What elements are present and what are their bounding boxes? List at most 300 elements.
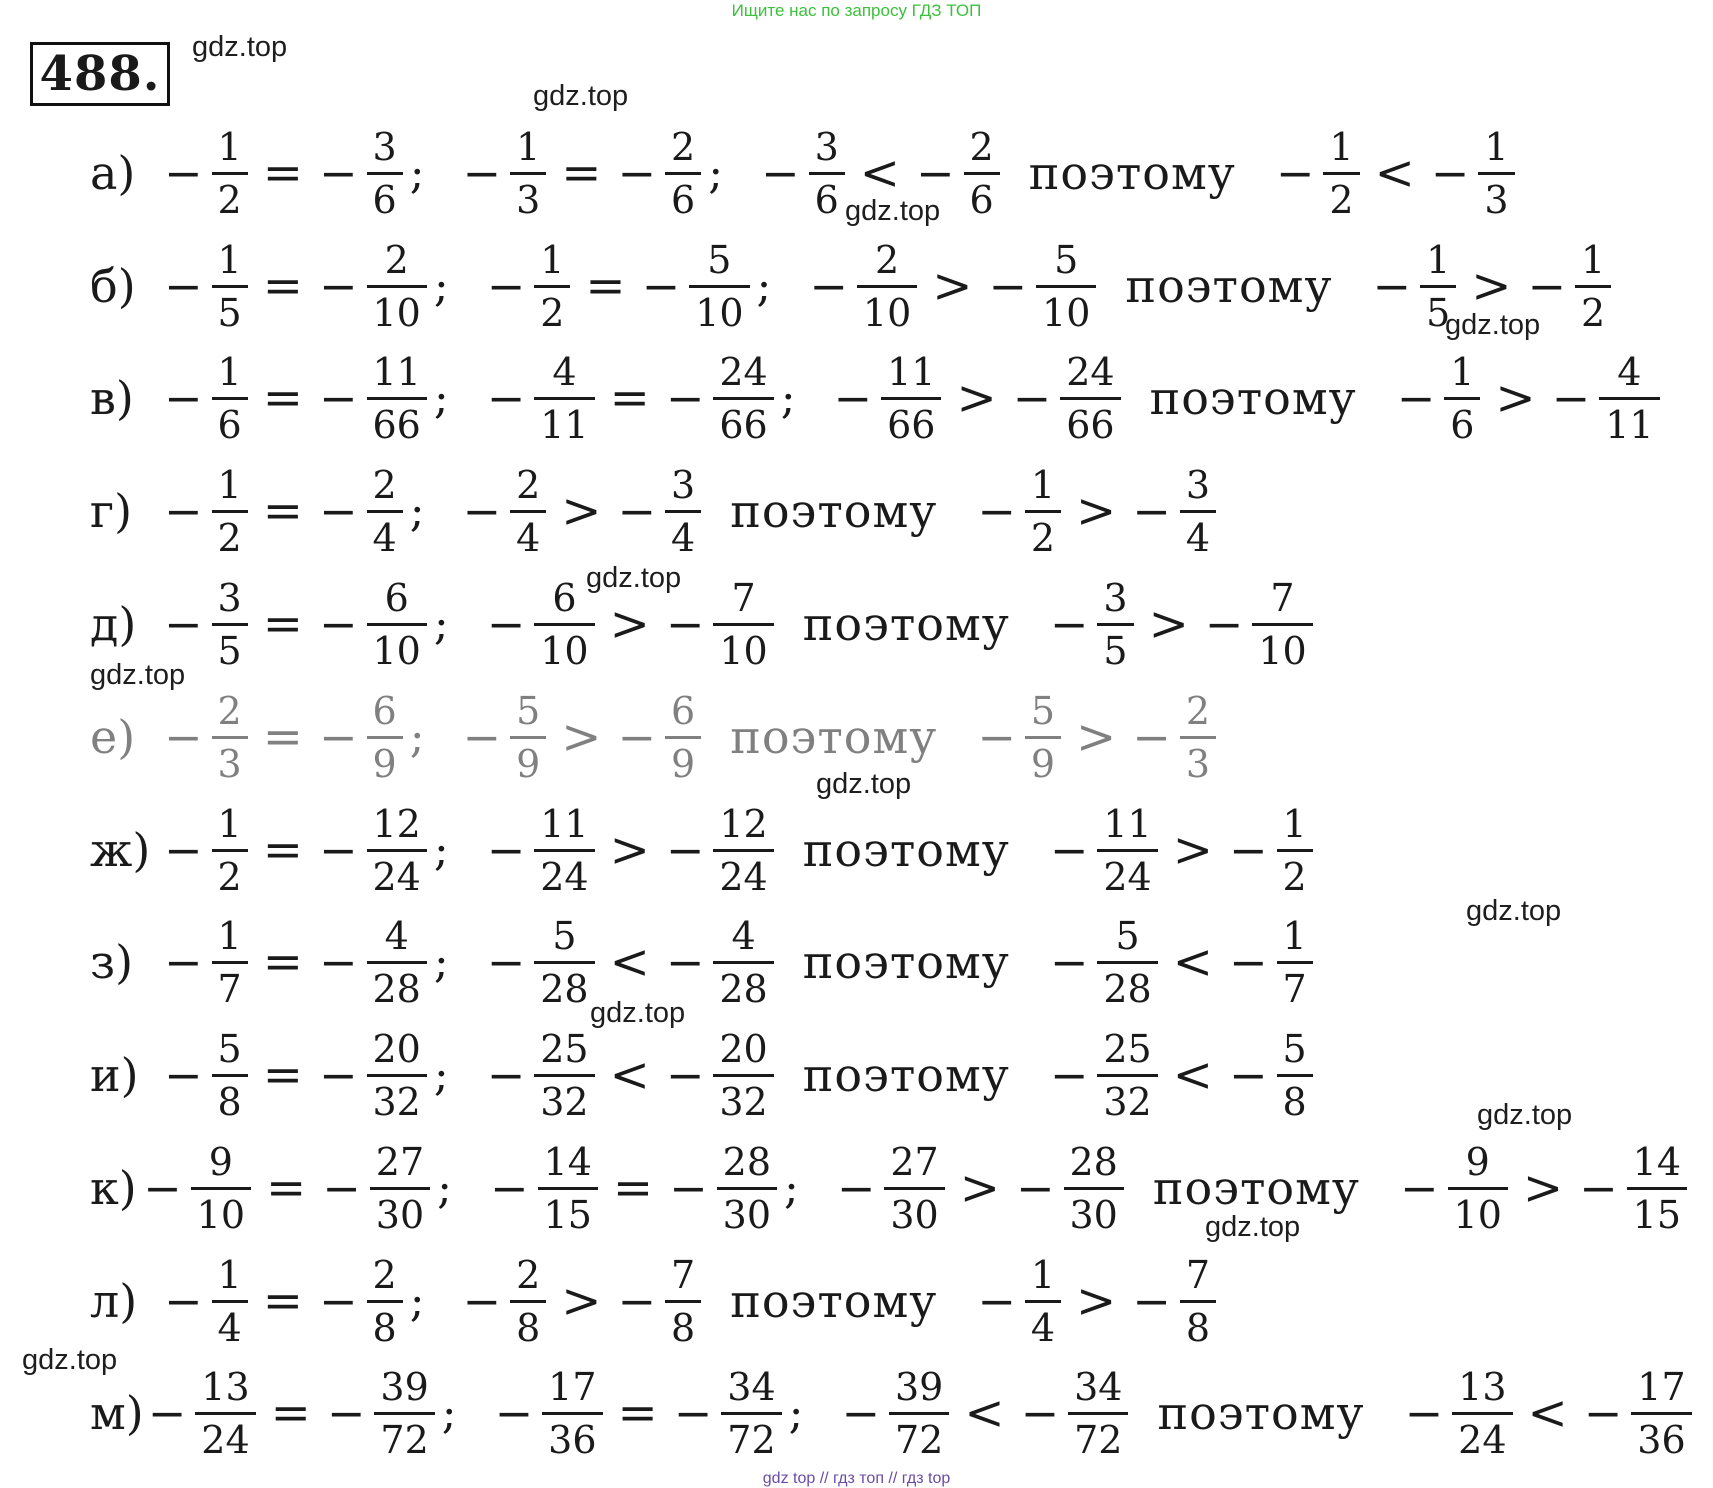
minus-sign: − bbox=[486, 259, 526, 313]
numerator: 1 bbox=[1329, 124, 1354, 169]
minus-sign: − bbox=[318, 259, 358, 313]
denominator: 10 bbox=[1036, 285, 1096, 338]
watermark: gdz.top bbox=[1205, 1211, 1301, 1243]
equation-row bbox=[90, 795, 1690, 905]
numerator: 4 bbox=[552, 349, 577, 394]
numerator: 3 bbox=[372, 124, 397, 169]
minus-sign: − bbox=[977, 484, 1016, 538]
numerator: 5 bbox=[552, 913, 577, 958]
comparison-segment bbox=[160, 1250, 459, 1353]
minus-sign: − bbox=[164, 823, 203, 877]
minus-sign: − bbox=[164, 1274, 203, 1328]
fraction bbox=[889, 1362, 949, 1465]
denominator: 5 bbox=[1097, 623, 1133, 676]
numerator: 24 bbox=[719, 349, 768, 394]
denominator: 24 bbox=[195, 1412, 255, 1465]
minus-sign: − bbox=[462, 1274, 502, 1328]
operator: < bbox=[609, 934, 650, 990]
numerator: 39 bbox=[895, 1364, 944, 1409]
denominator: 2 bbox=[1575, 285, 1611, 338]
separator: ; bbox=[433, 260, 449, 312]
fraction bbox=[713, 1024, 773, 1127]
fraction bbox=[212, 573, 248, 676]
operator: > bbox=[561, 1273, 602, 1329]
numerator: 13 bbox=[1458, 1364, 1507, 1409]
numerator: 1 bbox=[217, 349, 242, 394]
separator: ; bbox=[756, 260, 772, 312]
fraction bbox=[1097, 1024, 1157, 1127]
fraction bbox=[370, 1137, 430, 1240]
row-label: г) bbox=[90, 484, 133, 538]
denominator: 8 bbox=[1277, 1074, 1313, 1127]
equation-row bbox=[90, 907, 1690, 1017]
result-comparison bbox=[1393, 347, 1663, 450]
numerator: 5 bbox=[1030, 688, 1056, 733]
minus-sign: − bbox=[1228, 935, 1268, 989]
denominator: 10 bbox=[1448, 1187, 1508, 1240]
comparison-segment bbox=[160, 460, 459, 563]
minus-sign: − bbox=[665, 1048, 705, 1102]
denominator: 10 bbox=[367, 623, 427, 676]
fraction bbox=[367, 1024, 427, 1127]
fraction bbox=[542, 1362, 602, 1465]
minus-sign: − bbox=[988, 259, 1028, 313]
denominator: 72 bbox=[889, 1412, 949, 1465]
denominator: 6 bbox=[1444, 397, 1480, 450]
footer: gdz top // гдз топ // гдз top bbox=[762, 1470, 951, 1487]
denominator: 10 bbox=[367, 285, 427, 338]
numerator: 6 bbox=[552, 575, 577, 620]
operator: > bbox=[932, 258, 973, 314]
denominator: 15 bbox=[1627, 1187, 1687, 1240]
numerator: 34 bbox=[727, 1364, 776, 1409]
fraction bbox=[665, 460, 701, 563]
comparison-segment bbox=[757, 122, 1007, 225]
denominator: 4 bbox=[1025, 1300, 1061, 1353]
operator: = bbox=[266, 1160, 307, 1216]
numerator: 5 bbox=[516, 688, 541, 733]
fraction bbox=[1036, 235, 1096, 338]
fraction bbox=[367, 573, 427, 676]
therefore-word: поэтому bbox=[1157, 1386, 1365, 1440]
operator: < bbox=[1172, 934, 1213, 990]
operator: > bbox=[561, 709, 602, 765]
numerator: 24 bbox=[1066, 349, 1115, 394]
fraction bbox=[534, 911, 594, 1014]
result-comparison bbox=[1401, 1362, 1695, 1465]
numerator: 9 bbox=[208, 1139, 233, 1184]
minus-sign: − bbox=[665, 371, 705, 425]
minus-sign: − bbox=[1049, 823, 1089, 877]
denominator: 11 bbox=[1599, 397, 1659, 450]
row-label: д) bbox=[90, 597, 137, 651]
therefore-word: поэтому bbox=[802, 597, 1010, 651]
denominator: 10 bbox=[857, 285, 917, 338]
minus-sign: − bbox=[617, 146, 657, 200]
denominator: 10 bbox=[689, 285, 749, 338]
operator: = bbox=[262, 258, 303, 314]
separator: ; bbox=[433, 372, 449, 424]
numerator: 1 bbox=[540, 237, 565, 282]
minus-sign: − bbox=[1583, 1386, 1623, 1440]
numerator: 3 bbox=[671, 462, 696, 507]
minus-sign: − bbox=[318, 823, 358, 877]
numerator: 20 bbox=[719, 1026, 768, 1071]
separator: ; bbox=[784, 1162, 799, 1214]
minus-sign: − bbox=[977, 710, 1016, 764]
fraction bbox=[713, 799, 773, 902]
numerator: 3 bbox=[814, 124, 839, 169]
denominator: 9 bbox=[510, 736, 546, 789]
denominator: 3 bbox=[510, 172, 546, 225]
fraction bbox=[510, 460, 546, 563]
comparison-segment bbox=[483, 911, 781, 1014]
equation-row bbox=[90, 118, 1690, 228]
denominator: 8 bbox=[367, 1300, 403, 1353]
numerator: 1 bbox=[1581, 237, 1606, 282]
row-label: и) bbox=[90, 1048, 139, 1102]
minus-sign: − bbox=[1012, 371, 1052, 425]
denominator: 4 bbox=[665, 510, 701, 563]
fraction bbox=[367, 1250, 403, 1353]
denominator: 9 bbox=[665, 736, 701, 789]
fraction bbox=[534, 235, 570, 338]
denominator: 10 bbox=[713, 623, 773, 676]
fraction bbox=[721, 1362, 781, 1465]
minus-sign: − bbox=[1015, 1161, 1055, 1215]
equation-row bbox=[90, 231, 1690, 341]
minus-sign: − bbox=[761, 146, 800, 200]
therefore-word: поэтому bbox=[802, 823, 1010, 877]
fraction bbox=[212, 1024, 248, 1127]
numerator: 4 bbox=[731, 913, 756, 958]
fraction bbox=[212, 347, 248, 450]
fraction bbox=[1277, 1024, 1313, 1127]
equation-row bbox=[90, 1020, 1690, 1130]
denominator: 28 bbox=[534, 961, 594, 1014]
numerator: 27 bbox=[890, 1139, 939, 1184]
denominator: 28 bbox=[1097, 961, 1157, 1014]
fraction bbox=[1025, 686, 1061, 789]
fraction bbox=[881, 347, 941, 450]
minus-sign: − bbox=[494, 1386, 534, 1440]
result-comparison bbox=[1369, 235, 1615, 341]
numerator: 1 bbox=[1450, 349, 1475, 394]
fraction bbox=[374, 1362, 434, 1465]
numerator: 28 bbox=[722, 1139, 771, 1184]
separator: ; bbox=[409, 1275, 425, 1327]
fraction bbox=[534, 573, 594, 676]
minus-sign: − bbox=[486, 935, 526, 989]
operator: = bbox=[262, 370, 303, 426]
minus-sign: − bbox=[486, 1048, 526, 1102]
minus-sign: − bbox=[462, 710, 502, 764]
separator: ; bbox=[409, 485, 425, 537]
minus-sign: − bbox=[833, 371, 873, 425]
denominator: 6 bbox=[367, 172, 403, 225]
minus-sign: − bbox=[977, 1274, 1016, 1328]
comparison-segment bbox=[833, 1137, 1131, 1240]
numerator: 3 bbox=[1185, 462, 1210, 507]
denominator: 30 bbox=[884, 1187, 944, 1240]
numerator: 9 bbox=[1465, 1139, 1490, 1184]
denominator: 6 bbox=[809, 172, 845, 225]
numerator: 2 bbox=[384, 237, 409, 282]
operator: < bbox=[609, 1047, 650, 1103]
minus-sign: − bbox=[164, 259, 203, 313]
equation-row bbox=[90, 1246, 1690, 1356]
denominator: 24 bbox=[713, 849, 773, 902]
denominator: 10 bbox=[534, 623, 594, 676]
fraction bbox=[1068, 1362, 1128, 1465]
fraction bbox=[510, 1250, 546, 1353]
denominator: 8 bbox=[1180, 1300, 1216, 1353]
comparison-segment bbox=[486, 1137, 833, 1240]
fraction bbox=[212, 911, 248, 1014]
fraction bbox=[534, 799, 594, 902]
therefore-word: поэтому bbox=[1149, 371, 1357, 425]
numerator: 2 bbox=[372, 1252, 397, 1297]
comparison-segment bbox=[805, 235, 1103, 338]
minus-sign: − bbox=[617, 484, 657, 538]
watermark: gdz.top bbox=[192, 31, 288, 63]
numerator: 5 bbox=[1115, 913, 1140, 958]
numerator: 39 bbox=[380, 1364, 429, 1409]
operator: = bbox=[617, 1385, 658, 1441]
fraction bbox=[510, 122, 546, 225]
minus-sign: − bbox=[1404, 1386, 1444, 1440]
result-comparison bbox=[973, 1250, 1219, 1353]
minus-sign: − bbox=[1132, 484, 1171, 538]
watermark: gdz.top bbox=[22, 1344, 118, 1376]
denominator: 2 bbox=[1323, 172, 1359, 225]
minus-sign: − bbox=[641, 259, 681, 313]
fraction bbox=[884, 1137, 944, 1240]
denominator: 32 bbox=[1097, 1074, 1157, 1127]
therefore-word: поэтому bbox=[730, 484, 938, 538]
numerator: 11 bbox=[372, 349, 421, 394]
watermark: gdz.top bbox=[590, 997, 686, 1029]
numerator: 20 bbox=[372, 1026, 421, 1071]
fraction bbox=[1420, 235, 1456, 338]
numerator: 5 bbox=[217, 1026, 242, 1071]
separator: ; bbox=[409, 711, 425, 763]
numerator: 1 bbox=[217, 1252, 242, 1297]
fraction bbox=[212, 122, 248, 225]
minus-sign: − bbox=[143, 1161, 182, 1215]
fraction bbox=[1323, 122, 1359, 225]
row-label: м) bbox=[90, 1386, 144, 1440]
numerator: 2 bbox=[969, 124, 994, 169]
minus-sign: − bbox=[318, 597, 358, 651]
minus-sign: − bbox=[486, 371, 526, 425]
minus-sign: − bbox=[1228, 823, 1268, 877]
operator: > bbox=[1076, 483, 1117, 539]
minus-sign: − bbox=[164, 146, 203, 200]
minus-sign: − bbox=[164, 484, 203, 538]
operator: < bbox=[1374, 145, 1415, 201]
denominator: 30 bbox=[370, 1187, 430, 1240]
numerator: 1 bbox=[217, 801, 242, 846]
fraction bbox=[191, 1137, 251, 1240]
minus-sign: − bbox=[164, 710, 203, 764]
denominator: 10 bbox=[191, 1187, 251, 1240]
result-comparison bbox=[973, 460, 1219, 563]
denominator: 28 bbox=[367, 961, 427, 1014]
numerator: 7 bbox=[1270, 575, 1295, 620]
comparison-segment bbox=[459, 460, 709, 563]
denominator: 66 bbox=[713, 397, 773, 450]
separator: ; bbox=[708, 147, 724, 199]
numerator: 2 bbox=[516, 462, 541, 507]
operator: = bbox=[262, 709, 303, 765]
minus-sign: − bbox=[836, 1161, 876, 1215]
row-label: к) bbox=[90, 1161, 137, 1215]
fraction bbox=[212, 1250, 248, 1353]
fraction bbox=[1180, 460, 1216, 563]
minus-sign: − bbox=[147, 1386, 187, 1440]
fraction bbox=[367, 460, 403, 563]
operator: = bbox=[262, 822, 303, 878]
denominator: 8 bbox=[665, 1300, 701, 1353]
fraction bbox=[1277, 799, 1313, 902]
minus-sign: − bbox=[1132, 1274, 1171, 1328]
denominator: 3 bbox=[1478, 172, 1514, 225]
denominator: 28 bbox=[713, 961, 773, 1014]
therefore-word: поэтому bbox=[730, 710, 938, 764]
fraction bbox=[1575, 235, 1611, 338]
comparison-segment bbox=[459, 686, 709, 789]
comparison-segment bbox=[491, 1362, 838, 1465]
denominator: 66 bbox=[1060, 397, 1120, 450]
watermark: gdz.top bbox=[845, 195, 941, 227]
fraction bbox=[1180, 1250, 1216, 1353]
numerator: 17 bbox=[1637, 1364, 1686, 1409]
minus-sign: − bbox=[1551, 371, 1591, 425]
denominator: 32 bbox=[713, 1074, 773, 1127]
denominator: 2 bbox=[212, 849, 248, 902]
fraction bbox=[717, 1137, 777, 1240]
minus-sign: − bbox=[486, 597, 526, 651]
numerator: 2 bbox=[372, 462, 397, 507]
minus-sign: − bbox=[665, 597, 705, 651]
therefore-word: поэтому bbox=[1125, 259, 1333, 313]
minus-sign: − bbox=[489, 1161, 529, 1215]
numerator: 1 bbox=[217, 462, 242, 507]
minus-sign: − bbox=[1372, 259, 1412, 313]
operator: = bbox=[270, 1385, 311, 1441]
numerator: 1 bbox=[1282, 913, 1307, 958]
equation-row bbox=[90, 682, 1690, 792]
comparison-segment bbox=[459, 122, 758, 225]
numerator: 25 bbox=[540, 1026, 589, 1071]
fraction bbox=[212, 235, 248, 338]
denominator: 2 bbox=[1025, 510, 1061, 563]
fraction bbox=[534, 1024, 594, 1127]
denominator: 2 bbox=[1277, 849, 1313, 902]
numerator: 6 bbox=[671, 688, 696, 733]
comparison-segment bbox=[837, 1362, 1135, 1465]
minus-sign: − bbox=[1049, 597, 1089, 651]
operator: = bbox=[612, 1160, 654, 1216]
numerator: 11 bbox=[1103, 801, 1152, 846]
fraction bbox=[665, 686, 701, 789]
minus-sign: − bbox=[1399, 1161, 1439, 1215]
minus-sign: − bbox=[318, 146, 358, 200]
denominator: 10 bbox=[1252, 623, 1312, 676]
numerator: 7 bbox=[671, 1252, 696, 1297]
denominator: 6 bbox=[964, 172, 1000, 225]
minus-sign: − bbox=[1228, 1048, 1268, 1102]
fraction bbox=[1448, 1137, 1508, 1240]
minus-sign: − bbox=[318, 371, 358, 425]
denominator: 36 bbox=[542, 1412, 602, 1465]
denominator: 6 bbox=[665, 172, 701, 225]
numerator: 12 bbox=[372, 801, 421, 846]
fraction bbox=[212, 686, 248, 789]
result-comparison bbox=[1046, 573, 1316, 676]
comparison-segment bbox=[483, 1024, 781, 1127]
separator: ; bbox=[433, 936, 449, 988]
top-banner: Ищите нас по запросу ГДЗ ТОП bbox=[731, 1, 982, 20]
denominator: 32 bbox=[367, 1074, 427, 1127]
numerator: 1 bbox=[516, 124, 541, 169]
minus-sign: − bbox=[164, 935, 203, 989]
therefore-word: поэтому bbox=[1028, 146, 1236, 200]
comparison-segment bbox=[459, 1250, 709, 1353]
comparison-segment bbox=[483, 347, 830, 450]
numerator: 17 bbox=[548, 1364, 597, 1409]
fraction bbox=[1025, 460, 1061, 563]
fraction bbox=[1097, 573, 1133, 676]
row-label: з) bbox=[90, 935, 134, 989]
fraction bbox=[534, 347, 594, 450]
equation-row bbox=[90, 569, 1690, 679]
denominator: 24 bbox=[1452, 1412, 1512, 1465]
operator: > bbox=[956, 370, 997, 426]
fraction bbox=[1025, 1250, 1061, 1353]
numerator: 1 bbox=[1282, 801, 1307, 846]
therefore-word: поэтому bbox=[730, 1274, 938, 1328]
minus-sign: − bbox=[486, 823, 526, 877]
operator: = bbox=[262, 483, 303, 539]
fraction bbox=[1060, 347, 1120, 450]
equation-row bbox=[90, 343, 1690, 453]
numerator: 1 bbox=[1426, 237, 1451, 282]
denominator: 7 bbox=[1277, 961, 1313, 1014]
minus-sign: − bbox=[673, 1386, 713, 1440]
minus-sign: − bbox=[1204, 597, 1244, 651]
numerator: 3 bbox=[1103, 575, 1128, 620]
denominator: 72 bbox=[374, 1412, 434, 1465]
comparison-segment bbox=[830, 347, 1128, 450]
denominator: 5 bbox=[1420, 285, 1456, 338]
fraction bbox=[1478, 122, 1514, 225]
denominator: 4 bbox=[510, 510, 546, 563]
fraction bbox=[1627, 1137, 1687, 1240]
fraction bbox=[713, 573, 773, 676]
minus-sign: − bbox=[915, 146, 955, 200]
fraction bbox=[367, 911, 427, 1014]
equation-row bbox=[90, 456, 1690, 566]
equation-row bbox=[90, 1133, 1690, 1243]
result-comparison bbox=[1046, 911, 1316, 1014]
operator: > bbox=[1522, 1160, 1564, 1216]
separator: ; bbox=[437, 1162, 452, 1214]
minus-sign: − bbox=[318, 1048, 358, 1102]
comparison-segment bbox=[160, 122, 459, 225]
minus-sign: − bbox=[164, 597, 203, 651]
